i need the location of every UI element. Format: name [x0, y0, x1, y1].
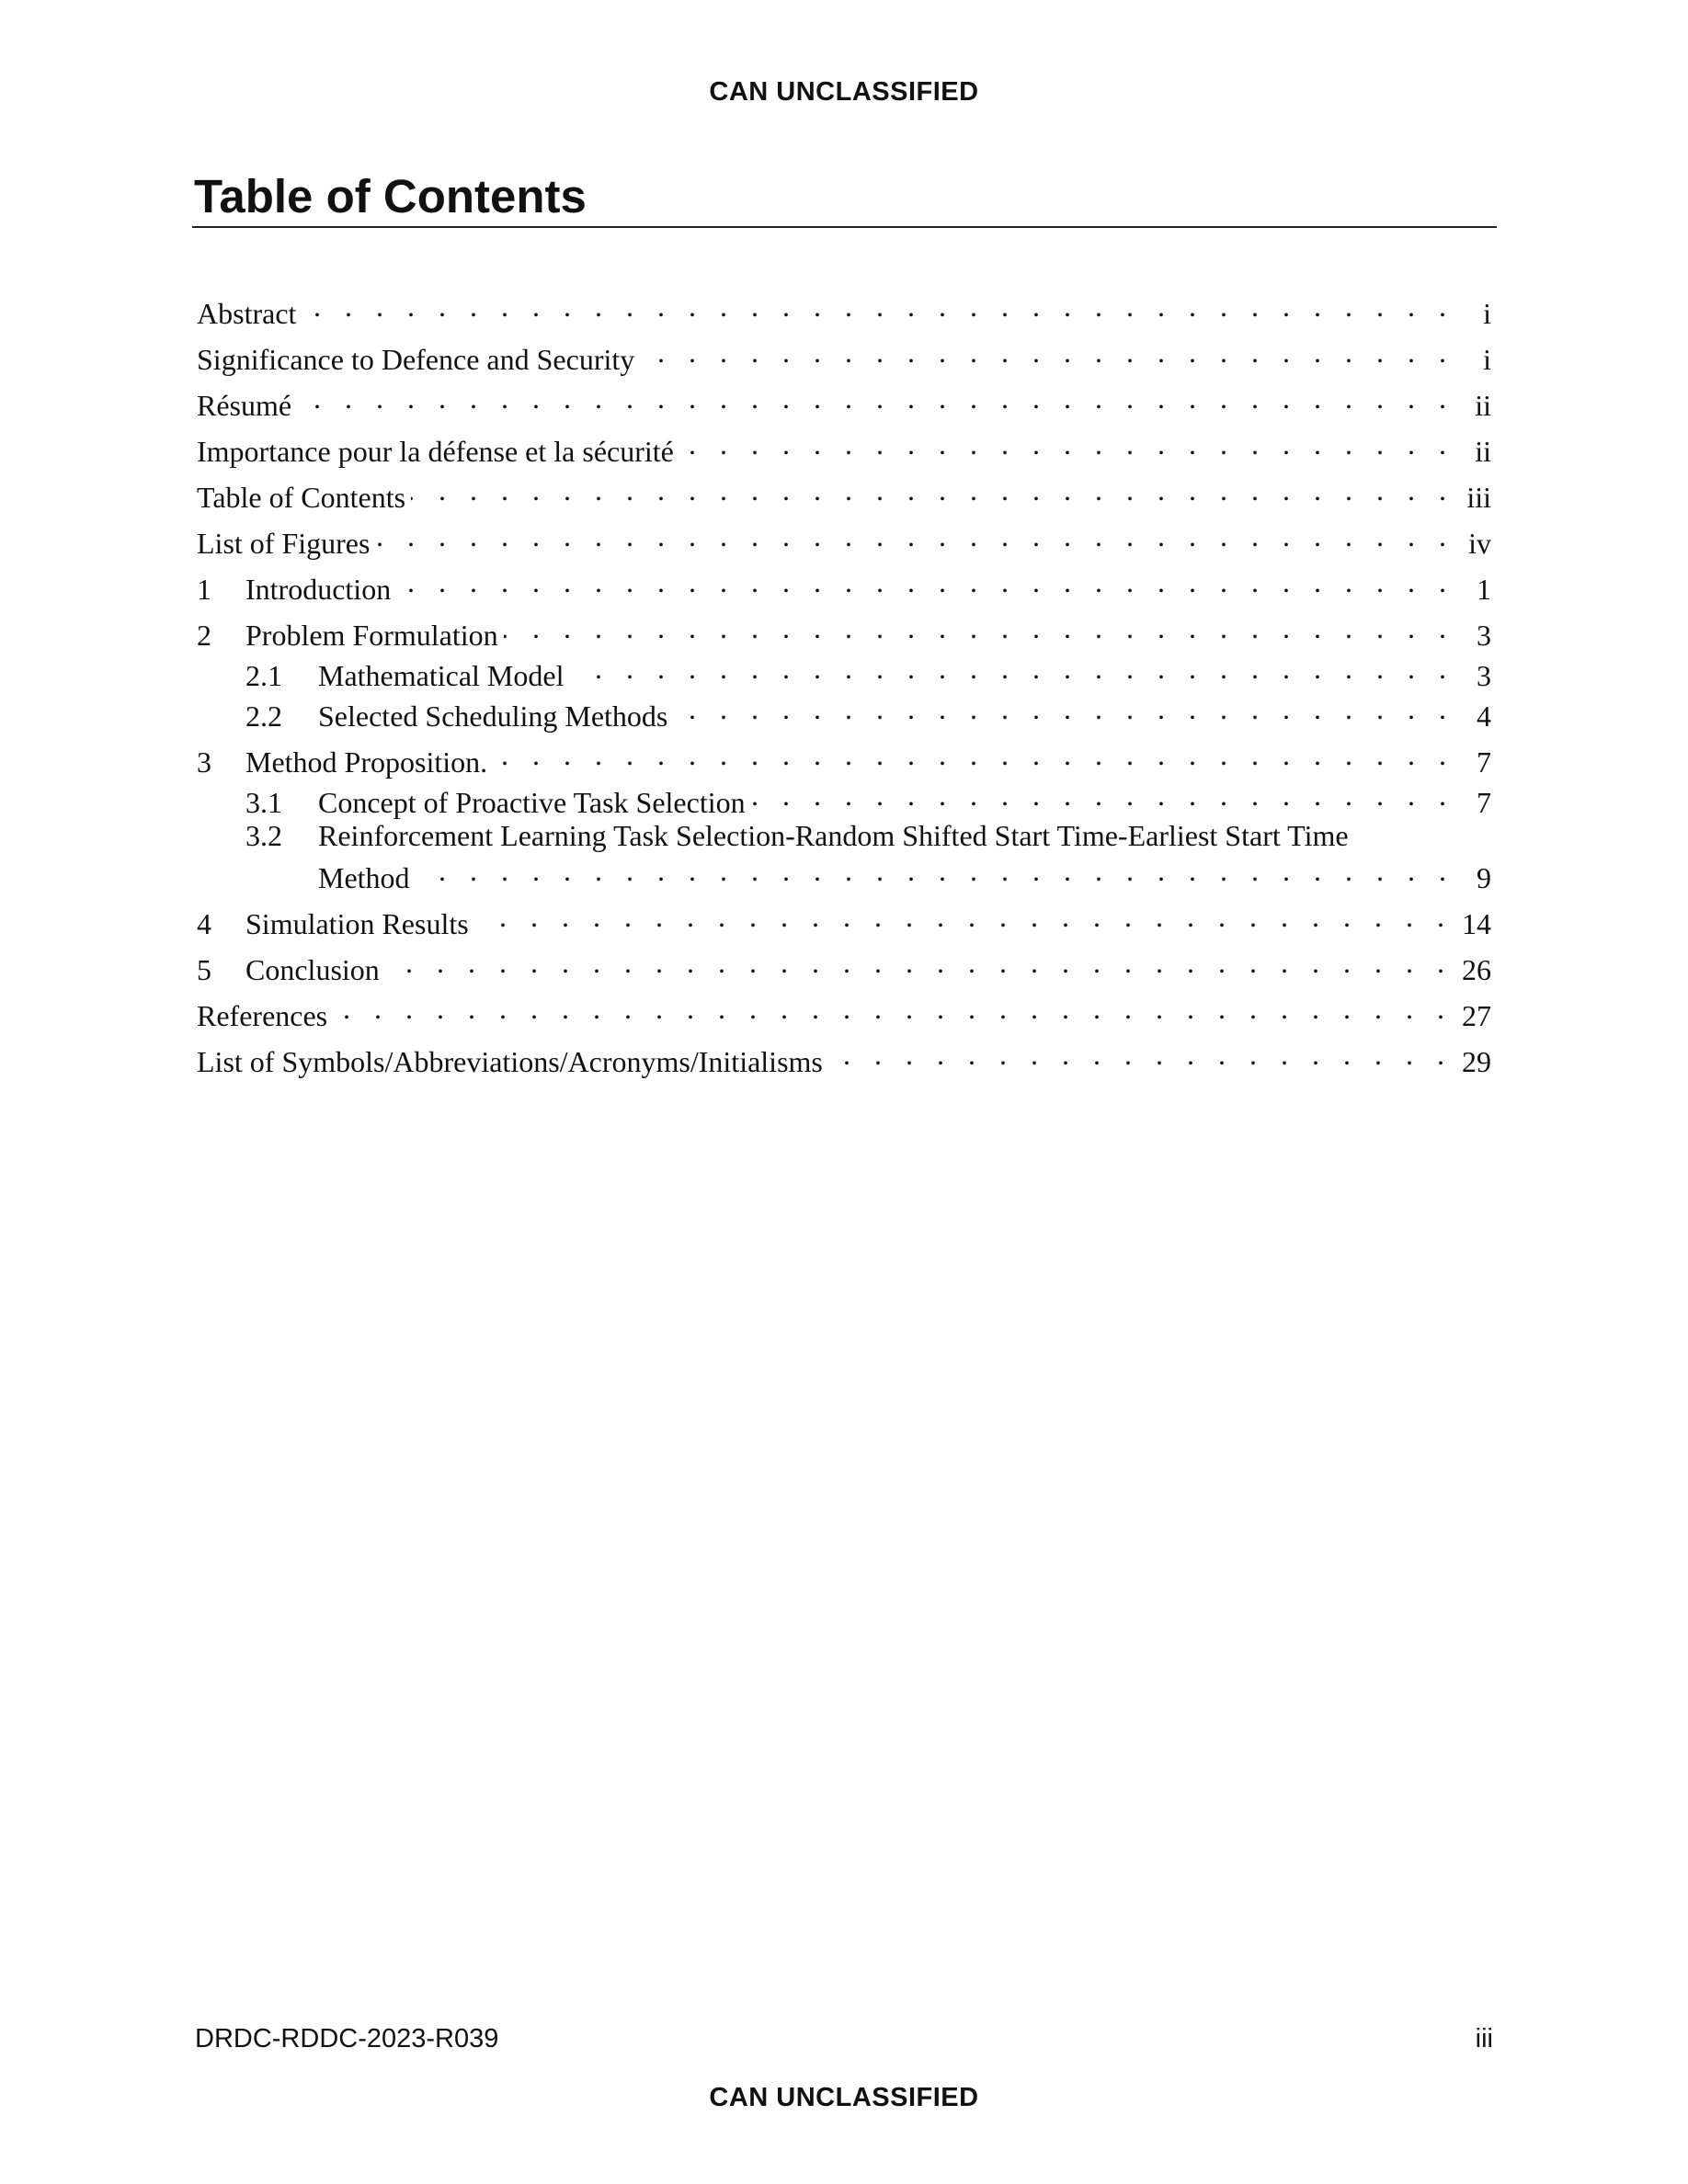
toc-page-number: 9	[1477, 861, 1491, 894]
toc-page-number: 3	[1477, 619, 1491, 652]
toc-entry-text: Concept of Proactive Task Selection	[318, 786, 746, 819]
toc-entry-references[interactable]	[197, 991, 1491, 1032]
toc-entry-text: Reinforcement Learning Task Selection-Random Shifted Start Time-Earliest Start Time	[318, 819, 1349, 852]
footer-page-number: iii	[1475, 2024, 1493, 2053]
classification-footer: CAN UNCLASSIFIED	[709, 2083, 979, 2112]
toc-dot-leader	[679, 427, 1454, 461]
toc-page-number: iv	[1468, 527, 1491, 560]
toc-dot-leader	[302, 289, 1454, 324]
toc-entry-mathematical-model[interactable]	[197, 651, 1491, 692]
toc-dot-leader	[640, 335, 1454, 370]
toc-section-number: 3.1	[245, 786, 282, 819]
toc-section-number: 3	[197, 745, 211, 779]
toc-page-number: 7	[1477, 786, 1491, 819]
toc-entry-conclusion[interactable]	[197, 945, 1491, 986]
toc-section-number: 2.2	[245, 700, 282, 733]
toc-section-number: 5	[197, 953, 211, 986]
toc-dot-leader	[828, 1037, 1453, 1072]
toc-entry-reinforcement-learning[interactable]	[197, 818, 1491, 894]
toc-page-number: iii	[1466, 481, 1491, 514]
classification-header: CAN UNCLASSIFIED	[709, 77, 979, 107]
toc-entry-text: Problem Formulation	[245, 619, 498, 652]
toc-dot-leader	[375, 518, 1454, 553]
toc-entry-text: Selected Scheduling Methods	[318, 700, 668, 733]
toc-entry-simulation-results[interactable]	[197, 899, 1491, 940]
toc-entry-text: Résumé	[197, 389, 292, 422]
toc-dot-leader	[411, 472, 1454, 507]
toc-entry-text: Table of Contents	[197, 481, 406, 514]
table-of-contents	[197, 289, 1491, 1078]
toc-dot-leader	[751, 778, 1454, 813]
toc-entry-problem-formulation[interactable]	[197, 610, 1491, 652]
toc-entry-text: Simulation Results	[245, 907, 469, 940]
toc-entry-text: Conclusion	[245, 953, 380, 986]
toc-page-number: ii	[1475, 389, 1491, 422]
page-title: Table of Contents	[194, 170, 587, 222]
toc-page-number: ii	[1475, 435, 1491, 468]
toc-dot-leader	[493, 737, 1454, 772]
toc-entry-list-of-symbols[interactable]	[197, 1037, 1491, 1078]
toc-dot-leader	[416, 853, 1454, 888]
toc-entry-text: Mathematical Model	[318, 659, 565, 692]
toc-entry-introduction[interactable]	[197, 564, 1491, 606]
toc-page-number: 4	[1477, 700, 1491, 733]
toc-entry-text: List of Symbols/Abbreviations/Acronyms/Initialisms	[197, 1045, 823, 1078]
toc-dot-leader	[396, 564, 1454, 599]
toc-entry-method-proposition[interactable]	[197, 737, 1491, 779]
toc-section-number: 3.2	[245, 819, 282, 852]
toc-entry-abstract[interactable]	[197, 289, 1491, 330]
toc-entry-text: List of Figures	[197, 527, 371, 560]
toc-entry-text: Importance pour la défense et la sécurité	[197, 435, 674, 468]
toc-dot-leader	[474, 899, 1453, 934]
footer-document-id: DRDC-RDDC-2023-R039	[195, 2024, 499, 2053]
toc-page-number: i	[1483, 343, 1491, 376]
toc-page-number: 26	[1462, 953, 1491, 986]
toc-dot-leader	[673, 691, 1454, 726]
toc-entry-significance[interactable]	[197, 335, 1491, 376]
toc-page-number: 1	[1477, 573, 1491, 606]
toc-entry-resume[interactable]	[197, 381, 1491, 422]
toc-page-number: 27	[1462, 999, 1491, 1032]
toc-page-number: 29	[1462, 1045, 1491, 1078]
title-rule	[192, 226, 1497, 228]
toc-dot-leader	[385, 945, 1453, 980]
toc-page-number: 14	[1462, 907, 1491, 940]
toc-section-number: 2	[197, 619, 211, 652]
toc-dot-leader	[504, 610, 1454, 645]
toc-entry-text: Introduction	[245, 573, 392, 606]
toc-entry-list-of-figures[interactable]	[197, 518, 1491, 560]
toc-entry-text: Method Proposition.	[245, 745, 488, 779]
toc-dot-leader	[569, 651, 1454, 686]
toc-page-number: 3	[1477, 659, 1491, 692]
toc-page-number: 7	[1477, 745, 1491, 779]
toc-entry-text: Abstract	[197, 297, 297, 330]
toc-dot-leader	[333, 991, 1453, 1026]
toc-section-number: 1	[197, 573, 211, 606]
toc-dot-leader	[297, 381, 1454, 415]
toc-section-number: 4	[197, 907, 211, 940]
toc-entry-text-continued: Method	[318, 861, 410, 894]
toc-entry-table-of-contents[interactable]	[197, 472, 1491, 514]
toc-entry-selected-scheduling-methods[interactable]	[197, 691, 1491, 733]
toc-section-number: 2.1	[245, 659, 282, 692]
toc-page-number: i	[1483, 297, 1491, 330]
toc-entry-importance[interactable]	[197, 427, 1491, 468]
toc-entry-text: Significance to Defence and Security	[197, 343, 635, 376]
toc-entry-text: References	[197, 999, 328, 1032]
toc-entry-concept-proactive-task-selection[interactable]	[197, 778, 1491, 819]
